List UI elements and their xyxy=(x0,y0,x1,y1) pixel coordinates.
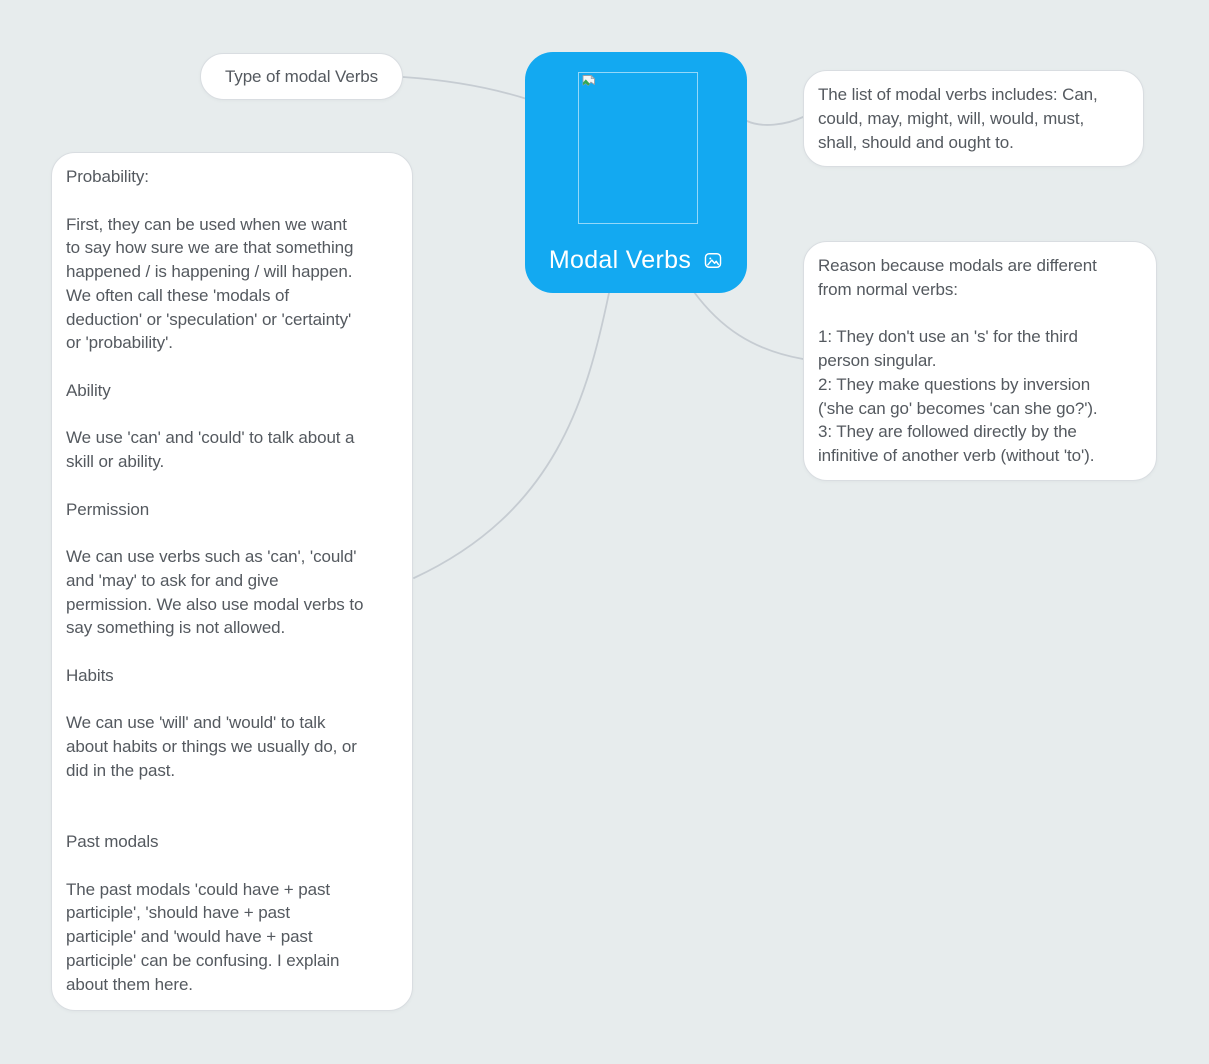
node-text: Type of modal Verbs xyxy=(224,66,379,86)
image-attachment-icon[interactable] xyxy=(703,251,723,270)
node-text: Reason because modals are different from normal verbs: 1: They don't use an 's' for the third person singular. 2: They make questions by inversion ('she can go' becomes 'can she go?'). 3: They are followed directly by the infinitive of another verb (without 'to'). xyxy=(818,256,1098,465)
node-type-of-modal-verbs[interactable] xyxy=(200,53,403,100)
broken-image-icon xyxy=(581,74,597,90)
root-node-modal-verbs[interactable] xyxy=(525,52,747,293)
broken-image-placeholder[interactable] xyxy=(578,72,698,224)
node-text: Probability: First, they can be used when we want to say how sure we are that something happened / is happening / will happen. We often call these 'modals of deduction' or 'speculation' or 'certainty' or 'probability'. Ability We use 'can' and 'could' to talk about a skill or ability. Permission We can use verbs such as 'can', 'could' and 'may' to ask for and give permission. We also use modal verbs to say something is not allowed. Habits We can use 'will' and 'would' to talk about habits or things we usually do, or did in the past. Past modals The past modals 'could have + past participle', 'should have + past participle' and 'would have + past participle' can be confusing. I explain about them here. xyxy=(66,167,364,994)
node-modal-uses-details[interactable] xyxy=(51,152,413,1011)
node-text: The list of modal verbs includes: Can, could, may, might, will, would, must, shall, should and ought to. xyxy=(818,85,1098,152)
node-modal-verbs-list[interactable] xyxy=(803,70,1144,167)
node-modals-reason[interactable] xyxy=(803,241,1157,481)
connector-root-to-type xyxy=(403,77,527,99)
connector-root-to-details xyxy=(414,293,609,578)
connector-root-to-list xyxy=(747,117,803,125)
root-node-title: Modal Verbs xyxy=(548,246,692,274)
connector-root-to-reason xyxy=(694,292,803,359)
